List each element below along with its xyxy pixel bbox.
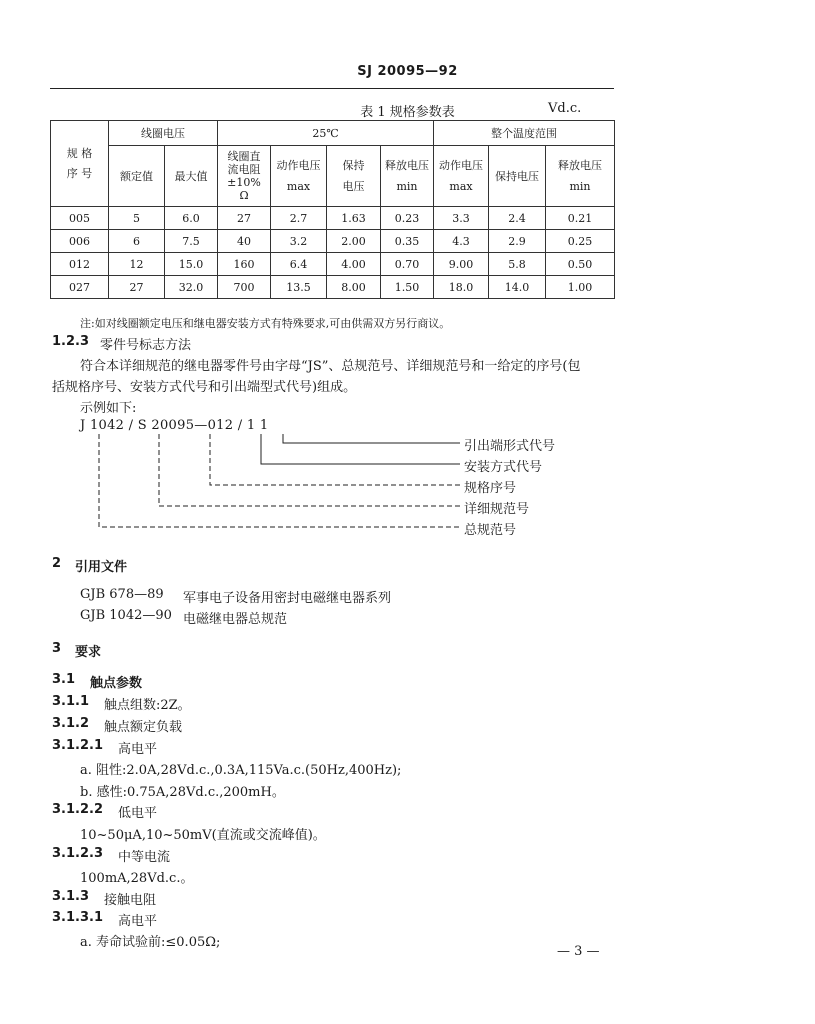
header-release-voltage-range: 释放电压 min [546,146,615,207]
section-number: 1.2.3 [52,334,90,349]
clause-text: 接触电阻 [104,893,157,908]
reference-code: GJB 1042—90 [80,608,172,623]
group-temp-range: 整个温度范围 [434,121,615,146]
clause-number: 3.1.1 [52,694,90,709]
example-part-number: J 1042 / S 20095—012 / 1 1 [80,418,269,433]
table-row: 006 6 7.5 40 3.2 2.00 0.35 4.3 2.9 0.25 [51,230,615,253]
reference-title: 军事电子设备用密封电磁继电器系列 [183,591,392,606]
clause-text: 100mA,28Vd.c.。 [80,871,194,886]
header-pickup-voltage: 动作电压 max [271,146,327,207]
clause-text: b. 感性:0.75A,28Vd.c.,200mH。 [80,785,285,800]
clause-number: 3.1.2.3 [52,846,103,861]
section-title: 要求 [75,645,102,660]
clause-number: 3.1.2.1 [52,738,103,753]
clause-number: 3.1.2 [52,716,90,731]
example-intro: 示例如下: [80,401,137,416]
clause-text: 高电平 [118,914,158,929]
clause-number: 3.1.3.1 [52,910,103,925]
label-detail-spec: 详细规范号 [464,502,530,517]
header-pickup-voltage-range: 动作电压 max [434,146,489,207]
label-mounting-code: 安装方式代号 [464,460,543,475]
reference-title: 电磁继电器总规范 [183,612,288,627]
clause-text: a. 阻性:2.0A,28Vd.c.,0.3A,115Va.c.(50Hz,400Hz); [80,763,402,778]
paragraph: 括规格序号、安装方式代号和引出端型式代号)组成。 [52,380,357,395]
standard-number: SJ 20095—92 [357,64,458,79]
label-general-spec: 总规范号 [464,523,517,538]
table-note: 注:如对线圈额定电压和继电器安装方式有特殊要求,可由供需双方另行商议。 [80,317,451,330]
header-coil-resistance: 线圈直 流电阻 ±10% Ω [218,146,271,207]
header-release-voltage: 释放电压 min [381,146,434,207]
table-row: 012 12 15.0 160 6.4 4.00 0.70 9.00 5.8 0.50 [51,253,615,276]
section-title: 引用文件 [75,560,128,575]
clause-text: 触点组数:2Z。 [104,698,191,713]
clause-text: 中等电流 [118,850,171,865]
clause-text: 触点参数 [90,676,143,691]
clause-text: 10~50μA,10~50mV(直流或交流峰值)。 [80,828,326,843]
header-max: 最大值 [165,146,218,207]
header-hold-voltage-range: 保持电压 [489,146,546,207]
col-spec-no: 规 格 序 号 [51,121,109,207]
section-title: 零件号标志方法 [100,338,192,353]
table-row: 027 27 32.0 700 13.5 8.00 1.50 18.0 14.0 1.00 [51,276,615,299]
header-hold-voltage: 保持 电压 [327,146,381,207]
page-number: — 3 — [557,944,600,959]
clause-text: a. 寿命试验前:≤0.05Ω; [80,935,221,950]
table-unit: Vd.c. [548,101,582,116]
table-row: 005 5 6.0 27 2.7 1.63 0.23 3.3 2.4 0.21 [51,207,615,230]
clause-text: 高电平 [118,742,158,757]
clause-number: 3.1.2.2 [52,802,103,817]
group-coil-voltage: 线圈电压 [109,121,218,146]
section-number: 3 [52,641,62,656]
reference-code: GJB 678—89 [80,587,164,602]
section-number: 2 [52,556,62,571]
label-terminal-type: 引出端形式代号 [464,439,556,454]
group-25c: 25℃ [218,121,434,146]
clause-text: 触点额定负载 [104,720,183,735]
clause-text: 低电平 [118,806,158,821]
clause-number: 3.1 [52,672,76,687]
header-rated: 额定值 [109,146,165,207]
label-spec-no: 规格序号 [464,481,517,496]
paragraph: 符合本详细规范的继电器零件号由字母“JS”、总规范号、详细规范号和一给定的序号(包 [80,359,581,374]
table-caption: 表 1 规格参数表 [360,105,455,120]
clause-number: 3.1.3 [52,889,90,904]
